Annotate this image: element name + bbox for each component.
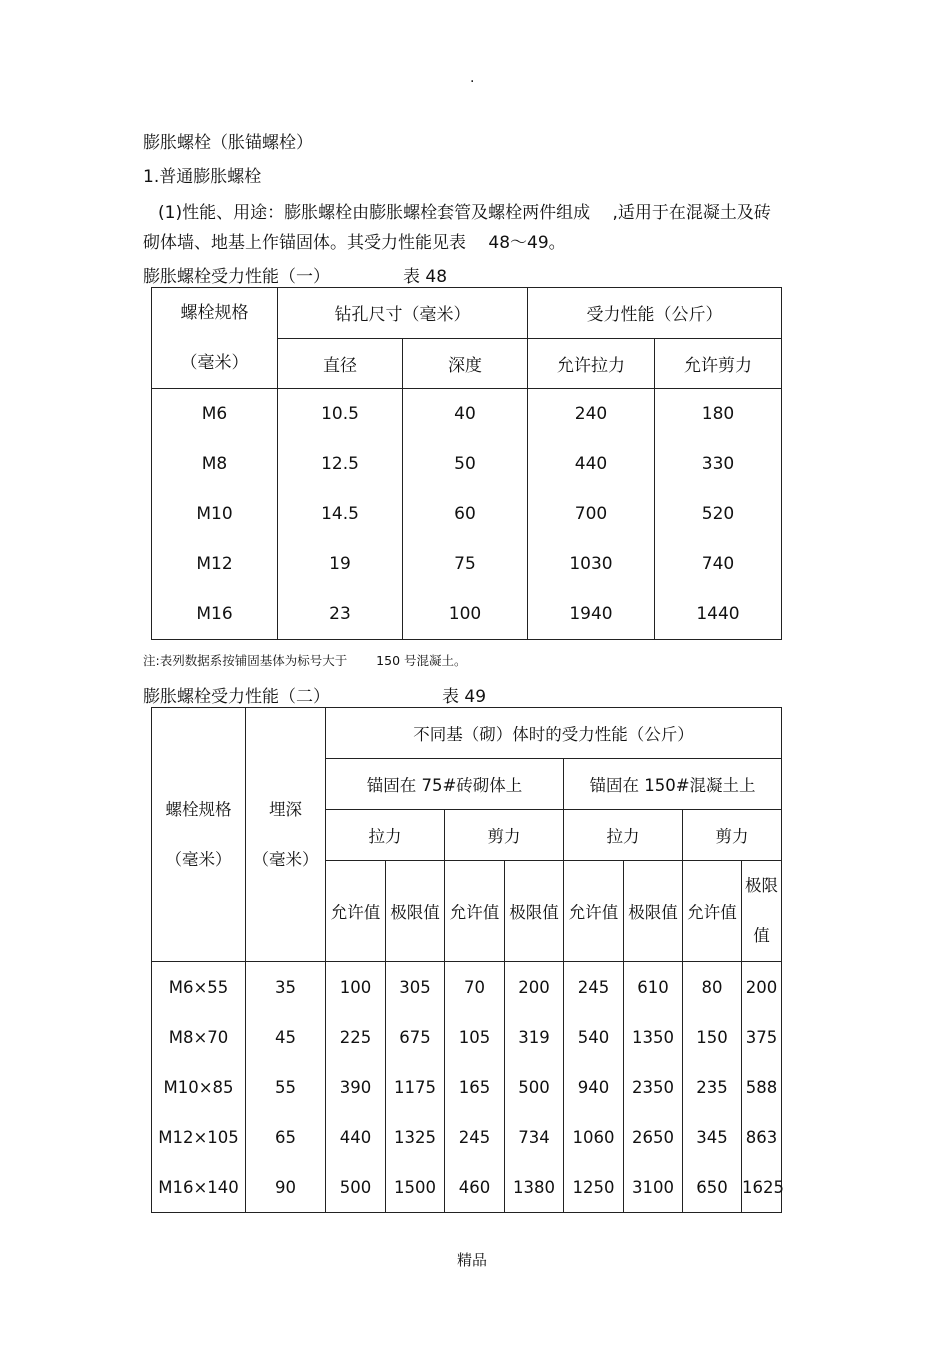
table-cell: 45 — [246, 1012, 326, 1062]
table-row — [152, 589, 782, 640]
table-row — [152, 1112, 782, 1162]
table-cell: M16×140 — [152, 1162, 246, 1213]
t48-header-force: 受力性能（公斤） — [528, 288, 782, 339]
table-row — [152, 539, 782, 589]
table-cell: 225 — [326, 1012, 386, 1062]
t49-header-limit-split-1: 极限 — [745, 876, 778, 895]
table-cell: 3100 — [624, 1162, 683, 1213]
paragraph-line-2: 砌体墙、地基上作锚固体。其受力性能见表 48～49。 — [143, 233, 566, 253]
table48-caption: 膨胀螺栓受力性能（一） — [143, 267, 330, 287]
t49-header-embed-2: （毫米） — [252, 849, 319, 869]
table-cell: 12.5 — [278, 439, 403, 489]
table48-note: 注:表列数据系按铺固基体为标号大于 150 号混凝土。 — [143, 653, 467, 668]
table-cell: 1380 — [505, 1162, 564, 1213]
table-row — [152, 1162, 782, 1213]
t49-header-limit: 极限值 — [386, 861, 445, 962]
table-cell: 50 — [403, 439, 528, 489]
table-cell: 80 — [683, 962, 742, 1013]
t48-header-hole: 钻孔尺寸（毫米） — [278, 288, 528, 339]
t49-header-brick-tension: 拉力 — [326, 810, 445, 861]
t49-header-brick-shear: 剪力 — [445, 810, 564, 861]
table-cell: 1325 — [386, 1112, 445, 1162]
t48-header-shear: 允许剪力 — [655, 338, 782, 389]
table-cell: M16 — [152, 589, 278, 640]
table-cell: 165 — [445, 1062, 505, 1112]
section-heading: 1.普通膨胀螺栓 — [143, 167, 262, 187]
table-cell: 75 — [403, 539, 528, 589]
table-cell: 1940 — [528, 589, 655, 640]
t49-header-concrete: 锚固在 150#混凝土上 — [564, 759, 782, 810]
table-cell: 305 — [386, 962, 445, 1013]
t49-header-concrete-tension: 拉力 — [564, 810, 683, 861]
table-cell: 1030 — [528, 539, 655, 589]
table49-caption: 膨胀螺栓受力性能（二） — [143, 687, 330, 707]
table-cell: 105 — [445, 1012, 505, 1062]
t49-header-allow: 允许值 — [445, 861, 505, 962]
table-cell: M6×55 — [152, 962, 246, 1013]
table-cell: M10×85 — [152, 1062, 246, 1112]
table-cell: 610 — [624, 962, 683, 1013]
table-cell: M10 — [152, 489, 278, 539]
table-cell: 2650 — [624, 1112, 683, 1162]
table-cell: 520 — [655, 489, 782, 539]
table-cell: 100 — [403, 589, 528, 640]
t49-header-embed-1: 埋深 — [269, 799, 302, 819]
table-row — [152, 1062, 782, 1112]
t48-header-depth: 深度 — [403, 338, 528, 389]
table-cell: 375 — [742, 1012, 782, 1062]
table-cell: 440 — [528, 439, 655, 489]
table-cell: 55 — [246, 1062, 326, 1112]
table-cell: 675 — [386, 1012, 445, 1062]
paragraph-line-1: (1)性能、用途：膨胀螺栓由膨胀螺栓套管及螺栓两件组成 ,适用于在混凝土及砖 — [158, 203, 771, 223]
t49-header-limit-split — [742, 861, 782, 962]
table-cell: 940 — [564, 1062, 624, 1112]
table-row — [152, 1012, 782, 1062]
t49-header-limit-split-2: 值 — [753, 926, 770, 945]
table-cell: 150 — [683, 1012, 742, 1062]
t49-header-allow: 允许值 — [683, 861, 742, 962]
table-cell: 1250 — [564, 1162, 624, 1213]
t49-header-limit: 极限值 — [505, 861, 564, 962]
table-cell: 650 — [683, 1162, 742, 1213]
table-cell: 10.5 — [278, 389, 403, 440]
table49-label: 表 49 — [442, 687, 487, 707]
table-cell: 14.5 — [278, 489, 403, 539]
table-cell: 863 — [742, 1112, 782, 1162]
table-cell: 345 — [683, 1112, 742, 1162]
table-cell: 1175 — [386, 1062, 445, 1112]
table-cell: 245 — [445, 1112, 505, 1162]
table-cell: 740 — [655, 539, 782, 589]
table-cell: 70 — [445, 962, 505, 1013]
t49-header-top: 不同基（砌）体时的受力性能（公斤） — [326, 708, 782, 759]
t49-header-limit: 极限值 — [624, 861, 683, 962]
table-cell: 588 — [742, 1062, 782, 1112]
t49-header-spec — [152, 708, 246, 962]
document-title: 膨胀螺栓（胀锚螺栓） — [143, 133, 313, 153]
table-cell: M6 — [152, 389, 278, 440]
table-cell: 500 — [326, 1162, 386, 1213]
t49-header-spec-1: 螺栓规格 — [165, 799, 232, 819]
table-cell: 90 — [246, 1162, 326, 1213]
header-dot: . — [470, 70, 475, 86]
table-cell: M12 — [152, 539, 278, 589]
table-48 — [151, 287, 782, 640]
table-49 — [151, 707, 782, 1213]
table-cell: 200 — [742, 962, 782, 1013]
table-cell: 700 — [528, 489, 655, 539]
t49-header-concrete-shear: 剪力 — [683, 810, 782, 861]
table-cell: 1500 — [386, 1162, 445, 1213]
table-cell: M8 — [152, 439, 278, 489]
t48-header-diameter: 直径 — [278, 338, 403, 389]
page-footer: 精品 — [457, 1251, 488, 1269]
table-cell: M12×105 — [152, 1112, 246, 1162]
table-row — [152, 389, 782, 440]
table-cell: 100 — [326, 962, 386, 1013]
table-cell: 245 — [564, 962, 624, 1013]
t49-header-embed — [246, 708, 326, 962]
table-row — [152, 962, 782, 1013]
t48-header-spec-1: 螺栓规格 — [180, 303, 249, 323]
table-cell: 23 — [278, 589, 403, 640]
table-cell: 1060 — [564, 1112, 624, 1162]
t49-header-brick: 锚固在 75#砖砌体上 — [326, 759, 564, 810]
table48-label: 表 48 — [403, 267, 448, 287]
table-cell: 319 — [505, 1012, 564, 1062]
table-cell: 40 — [403, 389, 528, 440]
table-cell: 60 — [403, 489, 528, 539]
table-cell: 330 — [655, 439, 782, 489]
table-cell: M8×70 — [152, 1012, 246, 1062]
table-cell: 1625 — [742, 1162, 782, 1213]
t48-header-spec-2: （毫米） — [180, 353, 249, 373]
table-cell: 734 — [505, 1112, 564, 1162]
t49-header-allow: 允许值 — [564, 861, 624, 962]
table-cell: 240 — [528, 389, 655, 440]
table-cell: 235 — [683, 1062, 742, 1112]
table-cell: 2350 — [624, 1062, 683, 1112]
table-cell: 19 — [278, 539, 403, 589]
table-cell: 1440 — [655, 589, 782, 640]
t49-header-allow: 允许值 — [326, 861, 386, 962]
table-cell: 180 — [655, 389, 782, 440]
table-row — [152, 489, 782, 539]
table-cell: 440 — [326, 1112, 386, 1162]
t48-header-spec — [152, 288, 278, 389]
t48-header-tension: 允许拉力 — [528, 338, 655, 389]
t49-header-spec-2: （毫米） — [165, 849, 232, 869]
table-cell: 200 — [505, 962, 564, 1013]
table-cell: 540 — [564, 1012, 624, 1062]
table-cell: 390 — [326, 1062, 386, 1112]
table-cell: 1350 — [624, 1012, 683, 1062]
table-cell: 65 — [246, 1112, 326, 1162]
table-row — [152, 439, 782, 489]
table-cell: 460 — [445, 1162, 505, 1213]
table-cell: 35 — [246, 962, 326, 1013]
table-cell: 500 — [505, 1062, 564, 1112]
